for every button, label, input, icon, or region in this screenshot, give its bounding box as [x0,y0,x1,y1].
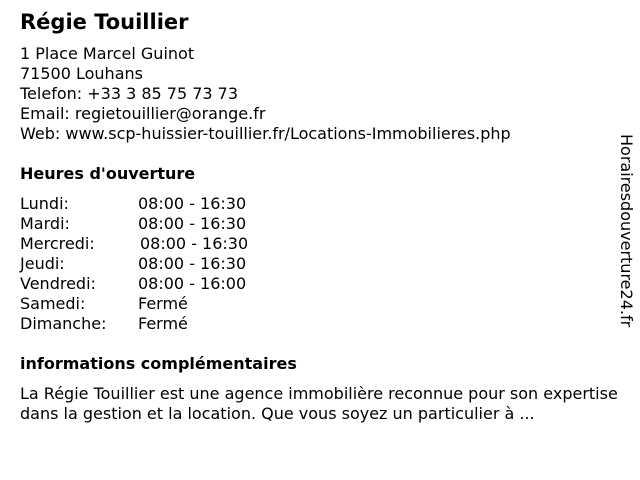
site-watermark: Horairesdouverture24.fr [617,134,636,328]
additional-info-heading: informations complémentaires [20,354,297,373]
day-label: Samedi: [20,294,86,313]
day-hours: Fermé [138,314,188,333]
address-line-1: 1 Place Marcel Guinot [20,44,195,63]
additional-info-text: La Régie Touillier est une agence immobilière reconnue pour son expertise dans la gestion et la location. Que vous soyez un particulier à ... [20,384,618,423]
phone-line: Telefon: +33 3 85 75 73 73 [20,84,239,103]
business-name: Régie Touillier [20,10,189,34]
web-line: Web: www.scp-huissier-touillier.fr/Locations-Immobilieres.php [20,124,511,143]
day-label: Vendredi: [20,274,96,293]
day-label: Lundi: [20,194,69,213]
day-label: Dimanche: [20,314,107,333]
day-hours: Fermé [138,294,188,313]
contact-block [20,44,511,144]
day-hours: 08:00 - 16:30 [138,194,247,213]
day-label: Jeudi: [20,254,65,273]
day-hours: 08:00 - 16:00 [138,274,247,293]
opening-hours-heading: Heures d'ouverture [20,164,196,183]
day-hours: 08:00 - 16:30 [138,214,247,233]
day-label: Mercredi: [20,234,95,253]
day-label: Mardi: [20,214,70,233]
day-hours: 08:00 - 16:30 [140,234,249,253]
address-line-2: 71500 Louhans [20,64,143,83]
email-line: Email: regietouillier@orange.fr [20,104,266,123]
day-hours: 08:00 - 16:30 [138,254,247,273]
